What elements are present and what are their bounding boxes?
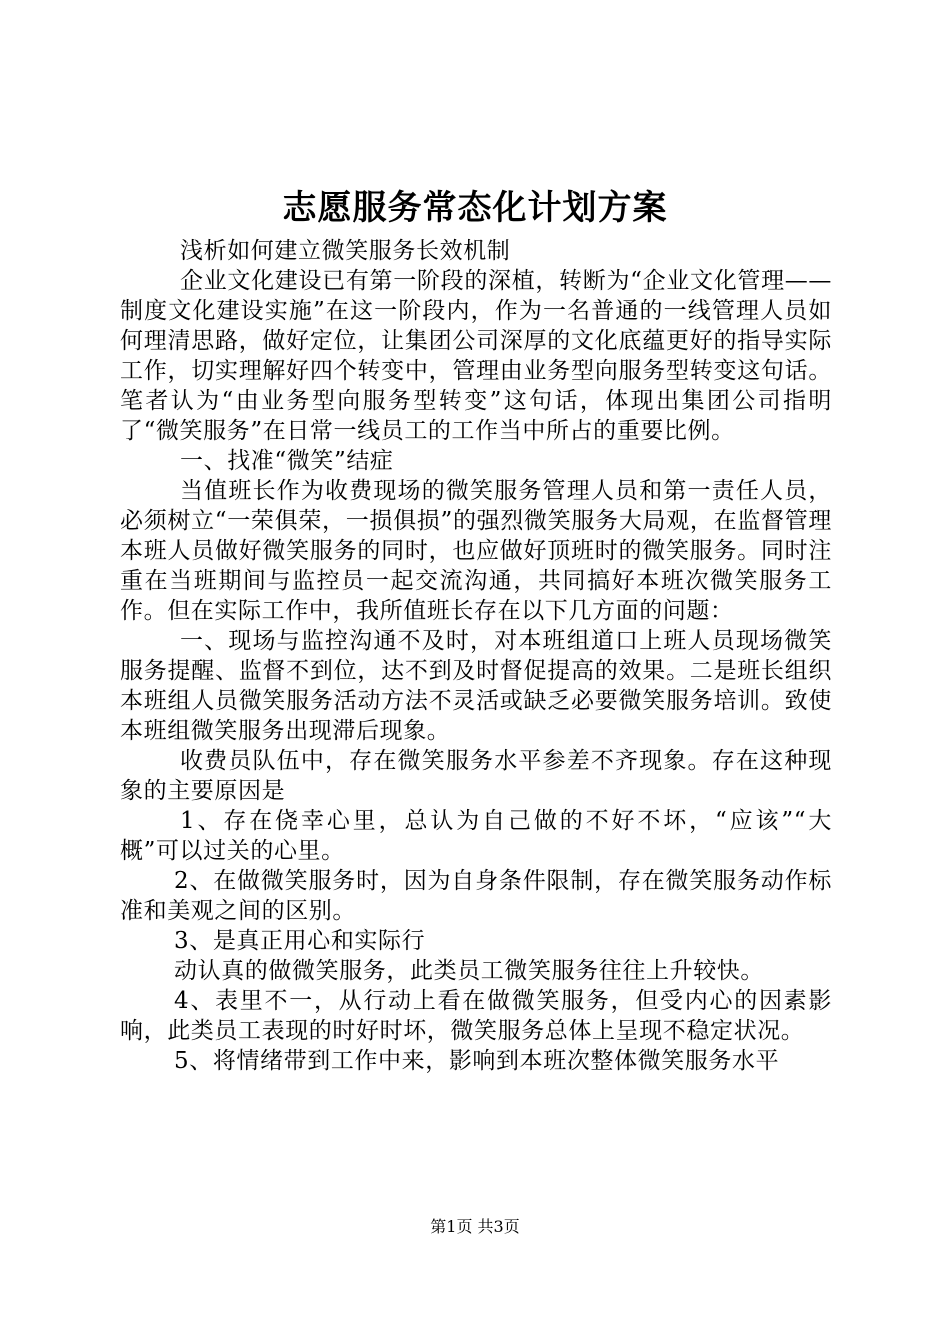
section-heading: 一、找准“微笑”结症 xyxy=(180,448,394,474)
list-item: 4、表里不一，从行动上看在做微笑服务，但受内心的因素影响，此类员工表现的时好时坏，微笑服务总体上呈现不稳定状况。 xyxy=(120,988,832,1044)
page-number-footer: 第1页 共3页 xyxy=(430,1217,520,1236)
body-paragraph: 动认真的做微笑服务，此类员工微笑服务往往上升较快。 xyxy=(174,958,764,984)
body-paragraph: 企业文化建设已有第一阶段的深植，转断为“企业文化管理——制度文化建设实施”在这一阶段内，作为一名普通的一线管理人员如何理清思路，做好定位，让集团公司深厚的文化底蕴更好的指导实际工作，切实理解好四个转变中，管理由业务型向服务型转变这句话。笔者认为“由业务型向服务型转变”这句话，体现出集团公司指明了“微笑服务”在日常一线员工的工作当中所占的重要比例。 xyxy=(120,268,832,444)
document-body xyxy=(120,236,832,1076)
body-paragraph: 一、现场与监控沟通不及时，对本班组道口上班人员现场微笑服务提醒、监督不到位，达不到及时督促提高的效果。二是班长组织本班组人员微笑服务活动方法不灵活或缺乏必要微笑服务培训。致使本班组微笑服务出现滞后现象。 xyxy=(120,628,832,744)
list-item: 5、将情绪带到工作中来，影响到本班次整体微笑服务水平 xyxy=(174,1048,780,1074)
document-title: 志愿服务常态化计划方案 xyxy=(282,188,668,228)
list-item: 2、在做微笑服务时，因为自身条件限制，存在微笑服务动作标准和美观之间的区别。 xyxy=(120,868,832,924)
list-item: 1、存在侥幸心里，总认为自己做的不好不坏，“应该”“大概”可以过关的心里。 xyxy=(120,808,832,864)
list-item: 3、是真正用心和实际行 xyxy=(174,928,426,954)
subtitle-paragraph: 浅析如何建立微笑服务长效机制 xyxy=(180,238,511,264)
body-paragraph: 当值班长作为收费现场的微笑服务管理人员和第一责任人员，必须树立“一荣俱荣，一损俱损”的强烈微笑服务大局观，在监督管理本班人员做好微笑服务的同时，也应做好顶班时的微笑服务。同时注重在当班期间与监控员一起交流沟通，共同搞好本班次微笑服务工作。但在实际工作中，我所值班长存在以下几方面的问题： xyxy=(120,478,832,624)
body-paragraph: 收费员队伍中，存在微笑服务水平参差不齐现象。存在这种现象的主要原因是 xyxy=(120,748,832,804)
